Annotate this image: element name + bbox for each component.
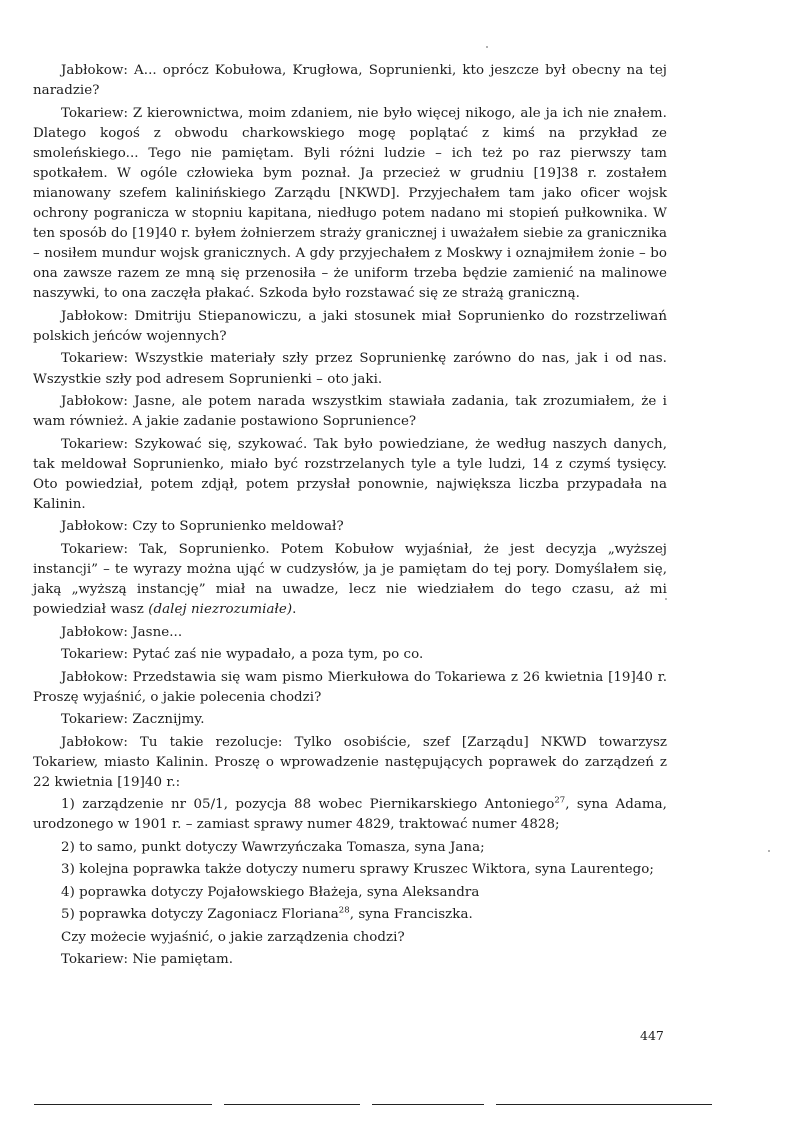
- paragraph: Tokariew: Wszystkie materiały szły przez Soprunienkę zarówno do nas, jak i od nas. Wszystkie szły pod adresem Soprunienki – oto jaki.: [33, 351, 667, 387]
- paragraph: Tokariew: Szykować się, szykować. Tak było powiedziane, że według naszych danych, tak meldował Soprunienko, miało być rozstrzelanych tyle a tyle ludzi, 14 z czymś tysięcy. Oto powiedział, potem zdjął, potem przysłał ponownie, największa liczba przypadała na Kalinin.: [33, 436, 667, 512]
- scan-speck: [768, 850, 770, 852]
- list-item: 1) zarządzenie nr 05/1, pozycja 88 wobec Piernikarskiego Antoniego$^{27}$, syna Adama, urodzonego w 1901 r. – zamiast sprawy numer 4829, traktować numer 4828;: [33, 795, 667, 833]
- page-number: 447: [640, 1028, 664, 1043]
- paragraph: Tokariew: Z kierownictwa, moim zdaniem, nie było więcej nikogo, ale ja ich nie znałem. Dlatego kogoś z obwodu charkowskiego mogę poplątać z kimś na przykład ze smoleńskiego... Tego nie pamiętam. Byli różni ludzie – ich też po raz pierwszy tam spotkałem. W ogóle człowieka bym poznał. Ja przecież w grudniu [19]38 r. zostałem mianowany szefem kalinińskiego Zarządu [NKWD]. Przyjechałem tam jako oficer wojsk ochrony pogranicza w stopniu kapitana, niedługo potem nadano mi stopień pułkownika. W ten sposób do [19]40 r. byłem żołnierzem straży granicznej i uważałem siebie za granicznika – nosiłem mundur wojsk granicznych. A gdy przyjechałem z Moskwy i oznajmiłem żonie – bo ona zawsze razem ze mną się przenosiła – że uniform trzeba będzie zamienić na malinowe naszywki, to ona zaczęła płakać. Szkoda było rozstawać się ze strażą graniczną.: [33, 105, 667, 302]
- footnote-ref: 27: [554, 795, 566, 806]
- paragraph: Tokariew: Tak, Soprunienko. Potem Kobułow wyjaśniał, że jest decyzja „wyższej instancji” – te wyrazy można ująć w cudzysłów, ja je pamiętam do tej pory. Domyślałem się, jaką „wyższą instancję” miał na uwadze, lecz nie wiedziałem do tego czasu, aż mi powiedział wasz (dalej niezrozumiałe).: [33, 541, 667, 618]
- paragraph: Tokariew: Nie pamiętam.: [61, 952, 233, 968]
- list-item: 4) poprawka dotyczy Pojałowskiego Błażeja, syna Aleksandra: [61, 884, 480, 900]
- footer-rule: [496, 1104, 712, 1105]
- editorial-note: (dalej niezrozumiałe): [148, 602, 293, 618]
- footer-rule: [372, 1104, 484, 1105]
- paragraph: Czy możecie wyjaśnić, o jakie zarządzenia chodzi?: [61, 929, 405, 945]
- footnote-ref: 28: [338, 905, 350, 916]
- scan-speck: [665, 598, 667, 600]
- paragraph: Jabłokow: Jasne...: [61, 624, 183, 640]
- footer-rule: [34, 1104, 212, 1105]
- list-item: 3) kolejna poprawka także dotyczy numeru sprawy Kruszec Wiktora, syna Laurentego;: [61, 862, 654, 878]
- paragraph: Jabłokow: Jasne, ale potem narada wszystkim stawiała zadania, tak zrozumiałem, że i wam również. A jakie zadanie postawiono Soprunience?: [33, 394, 667, 430]
- paragraph: Jabłokow: Dmitriju Stiepanowiczu, a jaki stosunek miał Soprunienko do rozstrzeliwań polskich jeńców wojennych?: [33, 308, 667, 344]
- paragraph: Jabłokow: Czy to Soprunienko meldował?: [61, 519, 344, 535]
- paragraph: Jabłokow: Tu takie rezolucje: Tylko osobiście, szef [Zarządu] NKWD towarzysz Tokariew, miasto Kalinin. Proszę o wprowadzenie następujących poprawek do zarządzeń z 22 kwietnia [19]40 r.:: [33, 734, 667, 790]
- list-item: 5) poprawka dotyczy Zagoniacz Floriana$^{28}$, syna Franciszka.: [61, 905, 473, 923]
- paragraph: Jabłokow: A... oprócz Kobułowa, Krugłowa, Soprunienki, kto jeszcze był obecny na tej naradzie?: [33, 63, 667, 99]
- body-text: [33, 61, 667, 973]
- paragraph: Tokariew: Pytać zaś nie wypadało, a poza tym, po co.: [61, 647, 424, 663]
- list-item: 2) to samo, punkt dotyczy Wawrzyńczaka Tomasza, syna Jana;: [61, 839, 485, 855]
- paragraph: Tokariew: Zacznijmy.: [61, 712, 205, 728]
- paragraph: Jabłokow: Przedstawia się wam pismo Mierkułowa do Tokariewa z 26 kwietnia [19]40 r. Proszę wyjaśnić, o jakie polecenia chodzi?: [33, 669, 667, 705]
- footer-rule: [224, 1104, 360, 1105]
- scan-speck: [486, 46, 488, 48]
